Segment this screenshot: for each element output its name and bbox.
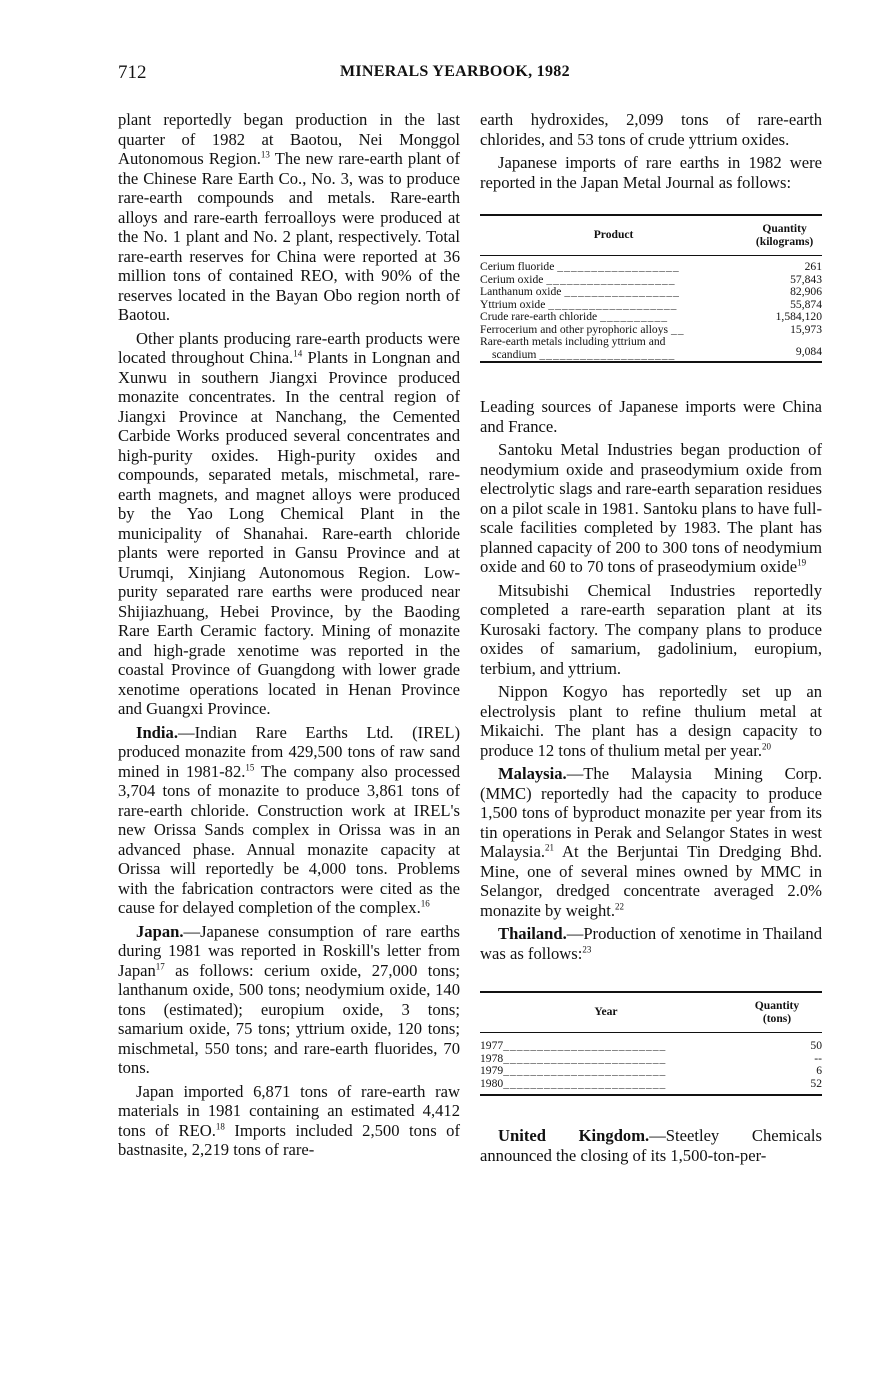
footnote-ref: 13 <box>260 149 270 160</box>
text: as follows: cerium oxide, 27,000 tons; lanthanum oxide, 500 tons; neodymium oxide, 140 tons (estimated); europium oxide, 3 tons; samarium oxide, 75 tons; yttrium oxide, 120 tons; mischmetal, 550 tons; and rare-earth fluorides, 70 tons. <box>118 960 460 1077</box>
leader-dots: ________________________ <box>503 1051 667 1065</box>
table-cell <box>480 336 747 361</box>
text: 1977 <box>480 1039 504 1052</box>
paragraph-leading-sources: Leading sources of Japanese imports were China and France. <box>480 397 822 436</box>
section-lead-japan: Japan. <box>136 921 184 941</box>
text: plant reportedly began production in the last quarter of 1982 at Baotou, Nei Monggol Autonomous Region. <box>118 110 460 168</box>
text: —Indian Rare Earths Ltd. (IREL) produced monazite from 429,500 tons of raw sand mined in 1981-82. <box>118 722 460 781</box>
table-cell: 1,584,120 <box>775 310 822 323</box>
table-thailand-xenotime <box>480 991 822 1096</box>
text: Nippon Kogyo has reportedly set up an electrolysis plant to refine thulium metal at Mikaichi. The plant has a design capacity to produce 12 tons of thulium metal per year. <box>480 682 822 760</box>
text: Lanthanum oxide <box>480 285 562 298</box>
running-header-title: MINERALS YEARBOOK, 1982 <box>340 63 570 80</box>
xenotime-table <box>480 993 822 1094</box>
leader-dots: ____________________ <box>539 347 676 361</box>
imports-table <box>480 216 822 361</box>
paragraph-india <box>118 723 460 918</box>
footnote-ref: 15 <box>245 761 255 772</box>
text: Quantity <box>754 999 800 1012</box>
text: —The Malaysia Mining Corp. (MMC) reportedly had the capacity to produce 1,500 tons of byproduct monazite per year from its tin operations in Perak and Selangor States in west Malaysia. <box>480 764 822 861</box>
text: 1980 <box>480 1076 504 1090</box>
table-cell: 82,906 <box>790 285 822 298</box>
text: Crude rare-earth chloride <box>480 310 598 323</box>
paragraph-nippon-kogyo <box>480 682 822 760</box>
column-header-year: Year <box>480 993 732 1033</box>
footnote-ref: 14 <box>293 348 303 359</box>
page-number: 712 <box>118 62 147 83</box>
paragraph-china-plant <box>118 110 460 325</box>
table-cell: 50 <box>810 1039 822 1052</box>
paragraph-other-plants <box>118 329 460 719</box>
table-cell: 261 <box>804 260 822 273</box>
left-column <box>118 110 460 1164</box>
leader-dots: ________________________ <box>503 1076 667 1090</box>
text: Rare-earth metals including yttrium and <box>480 335 666 348</box>
leader-dots: ________________________ <box>503 1039 667 1052</box>
text: The new rare-earth plant of the Chinese Rare Earth Co., No. 3, was to produce rare-earth compounds and metals. Rare-earth alloys and rare-earth ferroalloys were produced at the No. 1 plant and No. 2 plant, respectively. Total rare-earth reserves for China were reported at 36 million tons of contained REO, with 90% of the reserves located in the Bayan Obo region north of Baotou. <box>118 149 460 324</box>
text: —Steetley Chemicals announced the closing of its 1,500-ton-per- <box>480 1126 822 1165</box>
table-japanese-imports <box>480 214 822 363</box>
leader-dots: __ <box>670 322 685 336</box>
paragraph-japan <box>118 922 460 1078</box>
text: At the Berjuntai Tin Dredging Bhd. Mine, one of several mines owned by MMC in Selangor, dredged concentrate averaged 2.0% monazite by weight. <box>480 842 822 920</box>
text: 1978 <box>480 1051 504 1065</box>
table-cell: -- <box>814 1051 822 1065</box>
table-cell <box>480 256 747 274</box>
paragraph-santoku <box>480 440 822 577</box>
footnote-ref: 17 <box>155 960 165 971</box>
paragraph-continued: earth hydroxides, 2,099 tons of rare-earth chlorides, and 53 tons of crude yttrium oxides. <box>480 110 822 149</box>
text: Cerium fluoride <box>480 260 555 273</box>
paragraph-mitsubishi: Mitsubishi Chemical Industries reportedly completed a rare-earth separation plant at its Kurosaki factory. The company plans to produce oxides of samarium, gadolinium, europium, terbium, and yttrium. <box>480 580 822 678</box>
section-lead-united-kingdom: United Kingdom. <box>498 1126 650 1145</box>
text: (kilograms) <box>755 234 814 248</box>
text: The company also processed 3,704 tons of monazite to produce 3,861 tons of rare-earth chloride. Construction work at IREL's new Orissa Sands complex in Orissa was in an advanced phase. Annual monazite capacity at Orissa will reportedly be 4,000 tons. Problems with the fabrication contractors were cited as the cause for delayed completion of the complex. <box>118 761 461 917</box>
section-lead-india: India. <box>136 722 178 742</box>
text: Ferrocerium and other pyrophoric alloys <box>480 322 669 336</box>
footnote-ref: 20 <box>762 740 772 751</box>
table-cell <box>480 1078 732 1095</box>
section-lead-malaysia: Malaysia. <box>498 764 567 783</box>
table-cell: 57,843 <box>790 272 822 286</box>
footnote-ref: 21 <box>544 842 554 853</box>
leader-dots: ___________________ <box>548 297 678 311</box>
text: Plants in Longnan and Xunwu in southern Jiangxi Province produced monazite concentrates. In the central region of Jiangxi Province at Nanchang, the Cemented Carbide Works produced several concentrates and high-purity oxides. High-purity oxides and compounds, separated metals, mischmetal, rare-earth magnets, and magnet alloys were produced by the Yao Long Chemical Plant in the municipality of Shanahai. Rare-earth chloride plants were reported in Gansu Province and at Urumqi, Xinjiang Autonomous Region. Low-purity separated rare earths were produced near Shijiazhuang, Hebei Province, by the Baoding Rare Earth Ceramic factory. Mining of monazite and high-grade xenotime was reported in the coastal Province of Guangdong with lower grade xenotime operations located in Henan Province and Guangxi Province. <box>118 348 460 718</box>
text: Cerium oxide <box>480 272 544 286</box>
column-header-quantity <box>747 216 822 256</box>
text: (tons) <box>762 1011 792 1025</box>
leader-dots: ___________________ <box>546 272 676 286</box>
text: scandium <box>492 347 537 361</box>
footnote-ref: 23 <box>582 943 592 954</box>
footnote-ref: 22 <box>615 900 625 911</box>
paragraph-thailand <box>480 924 822 963</box>
footnote-ref: 16 <box>420 898 430 909</box>
footnote-ref: 18 <box>215 1120 225 1131</box>
text: Other plants producing rare-earth products were located throughout China. <box>118 328 460 367</box>
section-lead-thailand: Thailand. <box>498 924 567 943</box>
text: —Japanese consumption of rare earths during 1981 was reported in Roskill's letter from Japan <box>118 921 460 980</box>
leader-dots: ________________________ <box>503 1064 667 1077</box>
text: 1979 <box>480 1064 504 1077</box>
paragraph-united-kingdom <box>480 1126 822 1165</box>
column-header-quantity <box>732 993 822 1033</box>
table-cell: 55,874 <box>790 297 822 311</box>
leader-dots: _________________ <box>564 285 680 298</box>
paragraph-malaysia <box>480 764 822 920</box>
text: Yttrium oxide <box>480 297 546 311</box>
table-cell: 6 <box>816 1064 822 1077</box>
leader-dots: __________________ <box>557 260 680 273</box>
column-header-product: Product <box>480 216 747 256</box>
leader-dots: __________ <box>600 310 669 323</box>
right-column <box>480 110 822 1169</box>
table-cell <box>480 1033 732 1053</box>
table-cell <box>480 1065 732 1078</box>
text: Imports included 2,500 tons of bastnasite, 2,219 tons of rare- <box>118 1120 460 1159</box>
text: Santoku Metal Industries began production of neodymium oxide and praseodymium oxide from electrolytic slags and rare-earth separation residues on a pilot scale in 1981. Santoku plans to have full-scale facilities completed by 1983. The plant has planned capacity of 200 to 300 tons of neodymium oxide and 60 to 70 tons of praseodymium oxide <box>480 440 822 576</box>
paragraph-japan-metal-journal: Japanese imports of rare earths in 1982 were reported in the Japan Metal Journal as follows: <box>480 153 822 192</box>
table-cell: 15,973 <box>790 322 822 336</box>
text: —Production of xenotime in Thailand was as follows: <box>480 924 822 963</box>
footnote-ref: 19 <box>797 557 807 568</box>
table-cell: 9,084 <box>795 344 822 358</box>
table-cell: 52 <box>810 1076 822 1090</box>
text: Quantity <box>762 222 807 235</box>
paragraph-japan-imports <box>118 1082 460 1160</box>
text: Japan imported 6,871 tons of rare-earth raw materials in 1981 containing an estimated 4,412 tons of REO. <box>118 1081 460 1140</box>
